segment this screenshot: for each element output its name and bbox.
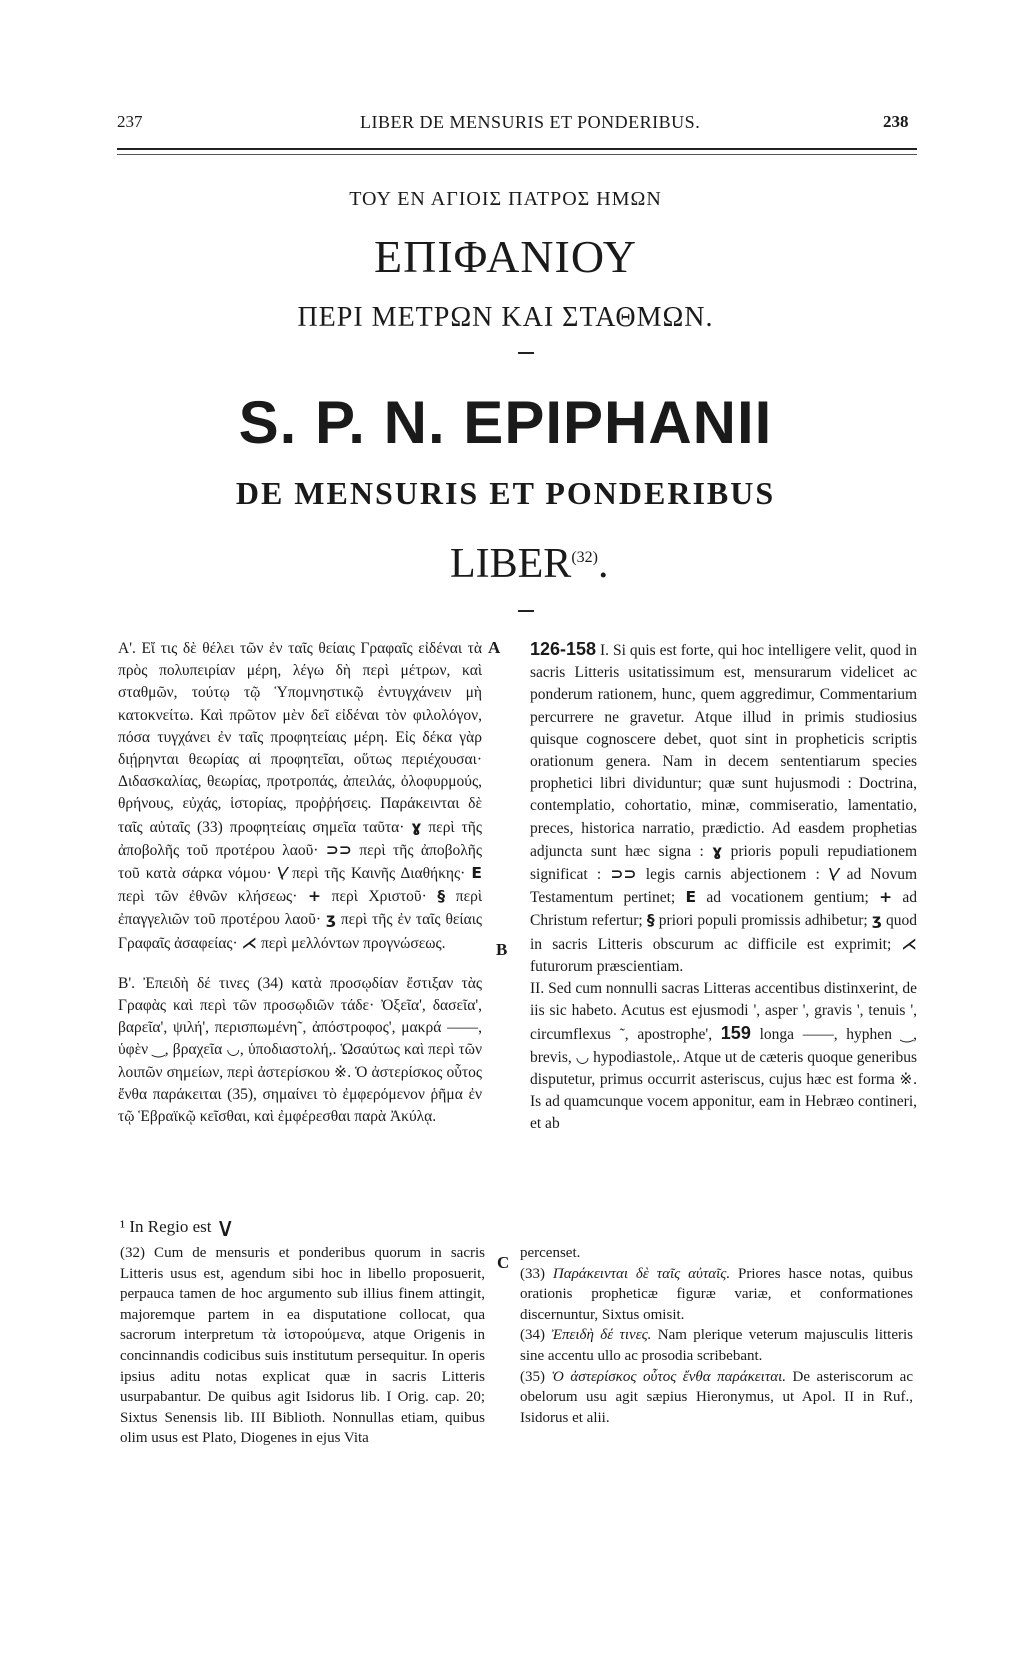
margin-marker-a: A (488, 638, 501, 657)
latin-p1f: ad Christum refertur; (530, 889, 918, 930)
sign-icon-5: + (308, 887, 321, 906)
right-page-number: 238 (883, 112, 909, 131)
notes-right-column (520, 1243, 913, 1428)
running-head (0, 108, 1011, 138)
left-page-number: 237 (117, 112, 143, 131)
note-ref-32: (32) (571, 549, 598, 566)
latin-paragraph-1 (530, 638, 917, 978)
greek-p1-part9: περὶ μελλόντων προγνώσεως. (260, 934, 446, 952)
greek-title-line3: ΠΕΡΙ ΜΕΤΡΩΝ ΚΑΙ ΣΤΑΘΜΩΝ. (297, 302, 714, 333)
greek-p1-part6: περὶ Χριστοῦ· (331, 888, 427, 906)
latin-p1i: futurorum præscientiam. (530, 957, 684, 975)
column-reference: 126-158 (530, 639, 597, 659)
sign-icon-4-latin: E (685, 888, 697, 907)
latin-p1-text: I. Si quis est forte, qui hoc intelligere velit, quod in sacris Litteris usitatissimum est, mensurarum videlicet ac ponderum rationem, hunc, quem aggredimur, Commentarium percurrere ne gravetur. Atque illud in primis studiosius quisque cognoscere debet, quot sint in propheticis scriptis orationum genera. Nam in decem sententiarum species prophetici libri dividuntur; quæ sunt hujusmodi : Doctrina, contemplatio, cohortatio, minæ, commiseratio, lamentatio, preces, historica narratio, prædictio. Ad easdem prophetias adjuncta sunt hæc signa : (530, 642, 917, 860)
latin-p1b: prioris populi repudiationem significat : (530, 842, 918, 884)
footnote-sign (120, 1213, 235, 1243)
sign-icon-3-latin: \⁄ (829, 865, 838, 884)
sign-icon-8-latin: ⋌ (901, 934, 918, 953)
footnote-sign-text: ¹ In Regio est (120, 1216, 212, 1236)
greek-p1-part7: περὶ ἐπαγγελιῶν τοῦ προτέρου λαοῦ· (118, 888, 483, 929)
greek-p1-text: Α'. Εἴ τις δὲ θέλει τῶν ἐν ταῖς θείαις Γραφαῖς εἰδέναι τὰ πρὸς πολυπειρίαν μέρη, λέγω δὴ περὶ μέτρων, καὶ σταθμῶν, τούτῳ τῷ Ὑπομνηστικῷ ἐντυγχάνειν μὴ κατοκνείτω. Καὶ πρῶτον μὲν δεῖ εἰδέναι τὸν φιλολόγον, πόσα τυγχάνει ἐν ταῖς προφητείαις μέρη. Εἰς δέκα γὰρ διῄρηνται θεωρίας αἱ προφητεῖαι, οὕτως περιέχουσαι· Διδασκαλίας, θεωρίας, προτροπάς, ἀπειλάς, ὀλοφυρμούς, θρήνους, εὐχάς, ἱστορίας, προῤῥήσεις. Παράκεινται δὲ ταῖς αὐταῖς (33) προφητείαις σημεῖα ταῦτα· (118, 640, 482, 836)
latin-title-line2: DE MENSURIS ET PONDERIBUS (235, 475, 776, 511)
greek-p1-part2: περὶ τῆς ἀποβολῆς τοῦ προτέρου λαοῦ· (118, 818, 483, 859)
sign-icon-6: § (437, 887, 446, 906)
sign-icon-2-latin: ⊃⊃ (610, 865, 637, 884)
latin-column (530, 638, 917, 1135)
greek-p1-part3: περὶ τῆς ἀποβολῆς τοῦ κατὰ σάρκα νόμου· (118, 841, 482, 883)
liber-period: . (597, 541, 609, 587)
liber-word: LIBER (450, 541, 572, 587)
note-35-number: (35) (520, 1368, 545, 1385)
note-34-text: Nam plerique veterum majusculis litteris sine accentu ullo ac prosodia scribebant. (520, 1327, 913, 1364)
title-divider (518, 352, 534, 354)
sign-icon-7: ʒ (325, 910, 336, 929)
v-sign-icon: ∨ (215, 1213, 235, 1243)
note-33 (520, 1264, 913, 1326)
note-35 (520, 1367, 913, 1429)
note-35-greek: Ὁ ἀστερίσκος οὗτος ἔνθα παράκειται. (551, 1368, 787, 1385)
greek-title-line2: ΕΠΙΦΑΝΙΟΥ (374, 231, 637, 282)
greek-paragraph-1 (118, 638, 482, 955)
running-title: LIBER DE MENSURIS ET PONDERIBUS. (360, 112, 701, 132)
latin-p2b: longa ——, hyphen ‿, brevis, ◡ hypodiastole,. Atque ut de cæteris quoque generibus disputetur, primus occurrit asteriscus, cujus hæc est forma ※. Is ad quamcunque vocem apponitur, eam in Hebræo contineri, et ab (530, 1026, 917, 1133)
latin-p1c: legis carnis abjectionem : (645, 866, 820, 884)
header-rule (117, 148, 917, 150)
note-33-number: (33) (520, 1265, 545, 1282)
note-34-number: (34) (520, 1327, 545, 1344)
header-rule-thin (117, 154, 917, 155)
sign-icon-7-latin: ʒ (871, 911, 882, 930)
note-34 (520, 1325, 913, 1366)
note-34-greek: Ἐπειδὴ δέ τινες. (551, 1327, 652, 1344)
note-33-text: Priores hasce notas, quibus orationis propheticæ figuræ variæ, et conformationes discernuntur, Sixtus omisit. (520, 1265, 913, 1323)
latin-p2a: II. Sed cum nonnulli sacras Litteras accentibus distinxerint, de iis sic habeto. Acutus est ejusmodi ', asper ', gravis ', tenuis ', circumflexus ˜, apostrophe', (530, 980, 917, 1044)
sign-icon-4: E (471, 864, 483, 883)
latin-p1d: ad Novum Testamentum pertinet; (530, 866, 918, 907)
sign-icon-6-latin: § (646, 911, 655, 930)
note-33-greek: Παράκεινται δὲ ταῖς αὐταῖς. (552, 1265, 731, 1282)
sign-icon-2: ⊃⊃ (325, 840, 352, 859)
latin-paragraph-2 (530, 978, 917, 1135)
note-32: (32) Cum de mensuris et ponderibus quorum in sacris Litteris usus est, agendum sibi hoc in libello proposuerit, perpauca tamen de hoc argumento sub illius finem attingit, majoremque partem in ea disputatione collocat, qua sacrorum interpretum τὰ ἱστορούμενα, atque Origenis in concinnandis codicibus suis institutum persequitur. In operis ipsius aditu notas explicat quæ in sacris Litteris usurpabantur. De quibus agit Isidorus lib. I Orig. cap. 20; Sixtus Senensis lib. III Biblioth. Nonnullas etiam, quibus olim usus est Plato, Diogenes in ejus Vita (120, 1245, 485, 1447)
latin-title-line3 (450, 540, 608, 588)
note-35-text: De asteriscorum ac obelorum usu agit sæpius Hieronymus, ut Apol. II in Ruf., Isidorus et alii. (520, 1368, 914, 1426)
margin-marker-b: B (496, 940, 508, 959)
greek-p1-part5: περὶ τῶν ἐθνῶν κλήσεως· (118, 888, 298, 906)
sign-icon-5-latin: + (879, 888, 893, 907)
sign-icon-3: \⁄ (277, 864, 287, 883)
sign-icon-1: ɣ (411, 817, 422, 836)
greek-title-line1: ΤΟΥ ΕΝ ΑΓΙΟΙΣ ΠΑΤΡΟΣ ΗΜΩΝ (349, 188, 662, 210)
margin-marker-c: C (497, 1253, 510, 1272)
latin-title-line1: S. P. N. EPIPHANII (238, 389, 773, 456)
greek-paragraph-2: Β'. Ἐπειδὴ δέ τινες (34) κατὰ προσῳδίαν ἔστιξαν τὰς Γραφὰς καὶ περὶ τῶν προσῳδιῶν τάδε· Ὀξεῖα', δασεῖα', βαρεῖα', ψιλή', περισπωμένη˜, ἀπόστροφος', μακρά ——, ὑφὲν ‿, βραχεῖα ◡, ὑποδιαστολή,. Ὡσαύτως καὶ περὶ τῶν λοιπῶν σημείων, περὶ ἀστερίσκου ※. Ὁ ἀστερίσκος οὗτος ἔνθα παράκειται (35), σημαίνει τὸ ἐμφερόμενον ῥῆμα ἐν τῷ Ἑβραϊκῷ κεῖσθαι, καὶ ἐμφέρεσθαι παρὰ Ἀκύλᾳ. (118, 974, 482, 1126)
note-32-continued: percenset. (520, 1245, 581, 1261)
latin-p1e: ad vocationem gentium; (706, 889, 869, 907)
greek-p1-part4: περὶ τῆς Καινῆς Διαθήκης· (292, 865, 466, 883)
sign-icon-8: ⋌ (241, 933, 258, 952)
latin-p1h: quod in sacris Litteris obscurum ac difficile est exprimit; (530, 912, 917, 953)
sign-icon-1-latin: ɣ (712, 841, 723, 860)
notes-left-column (120, 1243, 485, 1449)
greek-p1-part8: περὶ τῆς ἐν ταῖς θείαις Γραφαῖς ἀσαφείας· (118, 911, 483, 952)
column-reference-2: 159 (720, 1023, 751, 1044)
latin-p1g: priori populi promissis adhibetur; (658, 912, 868, 930)
title-divider-2 (518, 610, 534, 612)
greek-column (118, 638, 482, 1128)
